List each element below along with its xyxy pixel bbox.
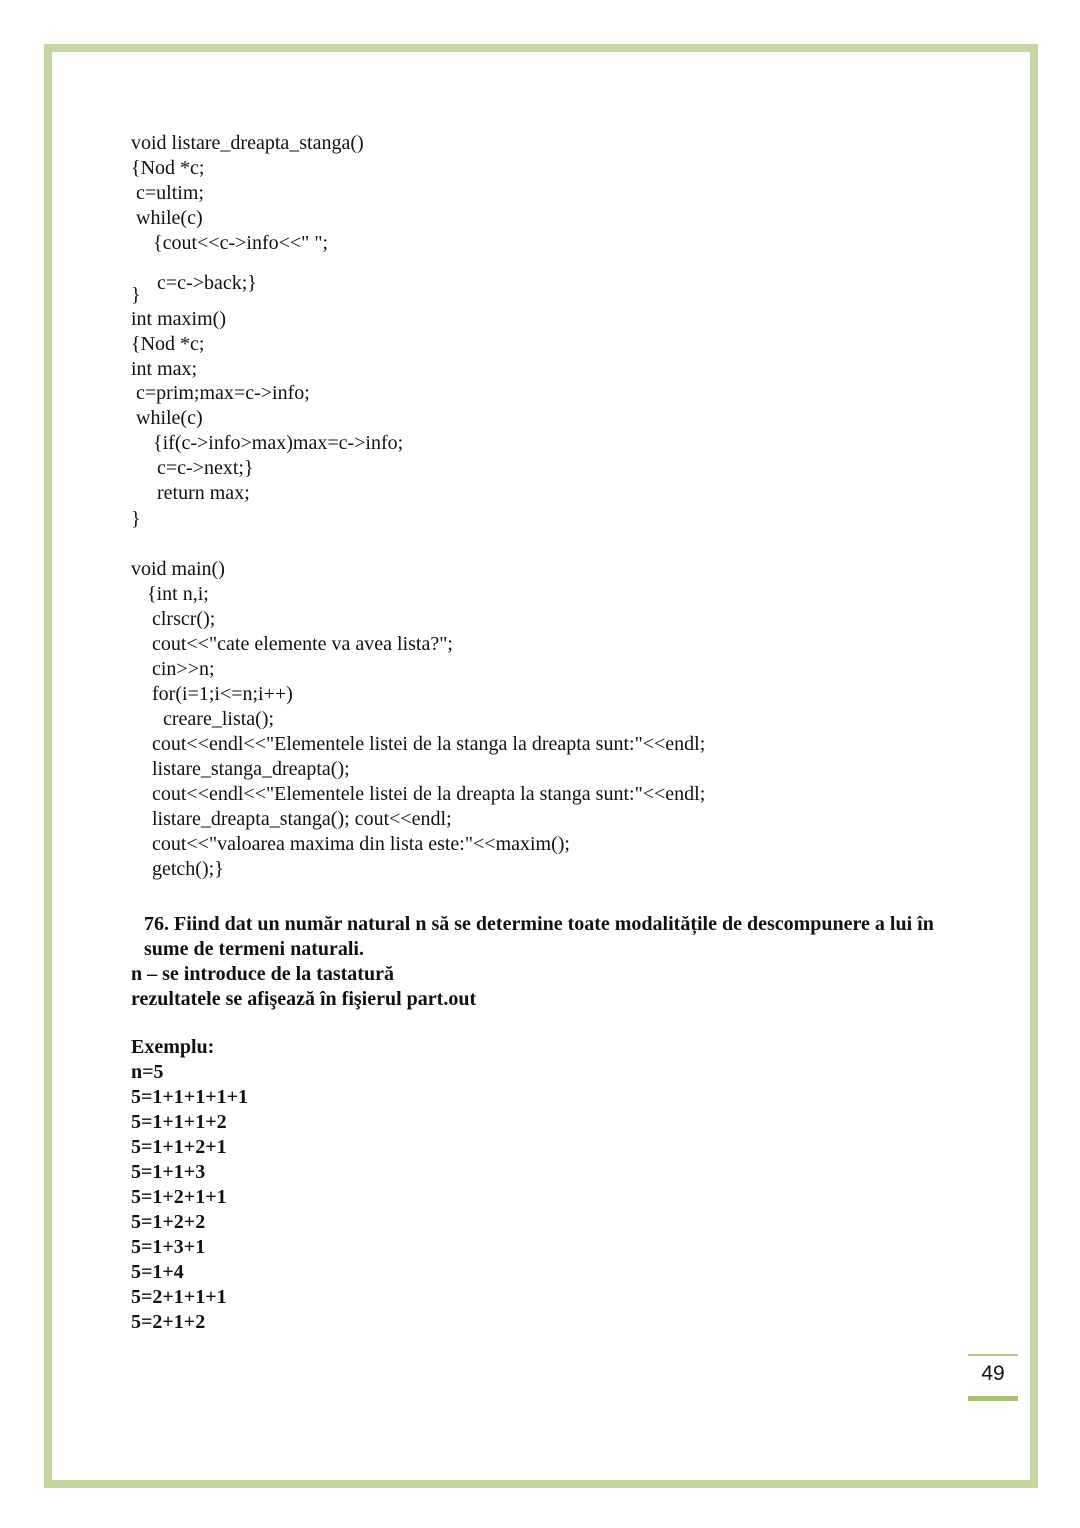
code-line: int max; [131, 358, 198, 380]
code-line: clrscr(); [152, 608, 216, 630]
code-line: c=c->back;} [157, 272, 257, 294]
code-line: void listare_dreapta_stanga() [131, 132, 364, 154]
code-line: {Nod *c; [131, 157, 205, 179]
example-label: Exemplu: [131, 1036, 215, 1058]
example-n: n=5 [131, 1061, 164, 1083]
problem-title-cont: sume de termeni naturali. [144, 938, 364, 960]
code-line: } [131, 508, 141, 530]
problem-input: n – se introduce de la tastatură [131, 963, 394, 985]
code-line: getch();} [152, 858, 224, 880]
code-line: for(i=1;i<=n;i++) [152, 683, 293, 705]
example-result: 5=1+1+1+2 [131, 1111, 227, 1133]
example-result: 5=1+1+2+1 [131, 1136, 227, 1158]
code-line: return max; [157, 482, 250, 504]
problem-output: rezultatele se afişează în fişierul part.out [131, 988, 477, 1010]
example-result: 5=1+2+1+1 [131, 1186, 227, 1208]
code-line: c=prim;max=c->info; [136, 382, 310, 404]
example-result: 5=1+1+3 [131, 1161, 206, 1183]
code-line: cin>>n; [152, 658, 215, 680]
example-result: 5=1+1+1+1+1 [131, 1086, 248, 1108]
code-line: } [131, 284, 141, 306]
example-result: 5=1+2+2 [131, 1211, 206, 1233]
example-result: 5=1+4 [131, 1261, 184, 1283]
code-line: c=c->next;} [157, 457, 254, 479]
example-result: 5=2+1+1+1 [131, 1286, 227, 1308]
problem-title: 76. Fiind dat un număr natural n să se determine toate modalitățile de descompunere a lui în [144, 913, 934, 935]
example-result: 5=1+3+1 [131, 1236, 206, 1258]
example-result: 5=2+1+2 [131, 1311, 206, 1333]
code-line: void main() [131, 558, 225, 580]
page-number-rule-bottom [968, 1396, 1018, 1401]
page-number: 49 [981, 1362, 1005, 1385]
page-number-rule-top [968, 1354, 1018, 1356]
code-line: {Nod *c; [131, 333, 205, 355]
code-line: {cout<<c->info<<" "; [153, 232, 329, 254]
code-line: {int n,i; [147, 583, 209, 605]
code-line: creare_lista(); [163, 708, 275, 730]
code-line: while(c) [136, 407, 203, 429]
code-line: cout<<"cate elemente va avea lista?"; [152, 633, 453, 655]
code-line: listare_stanga_dreapta(); [152, 758, 350, 780]
code-line: while(c) [136, 207, 203, 229]
code-line: cout<<endl<<"Elementele listei de la dreapta la stanga sunt:"<<endl; [152, 783, 706, 805]
code-line: listare_dreapta_stanga(); cout<<endl; [152, 808, 452, 830]
code-line: int maxim() [131, 308, 226, 330]
code-line: c=ultim; [136, 182, 204, 204]
code-line: cout<<endl<<"Elementele listei de la stanga la dreapta sunt:"<<endl; [152, 733, 706, 755]
code-line: {if(c->info>max)max=c->info; [153, 432, 404, 454]
code-line: cout<<"valoarea maxima din lista este:"<<maxim(); [152, 833, 570, 855]
